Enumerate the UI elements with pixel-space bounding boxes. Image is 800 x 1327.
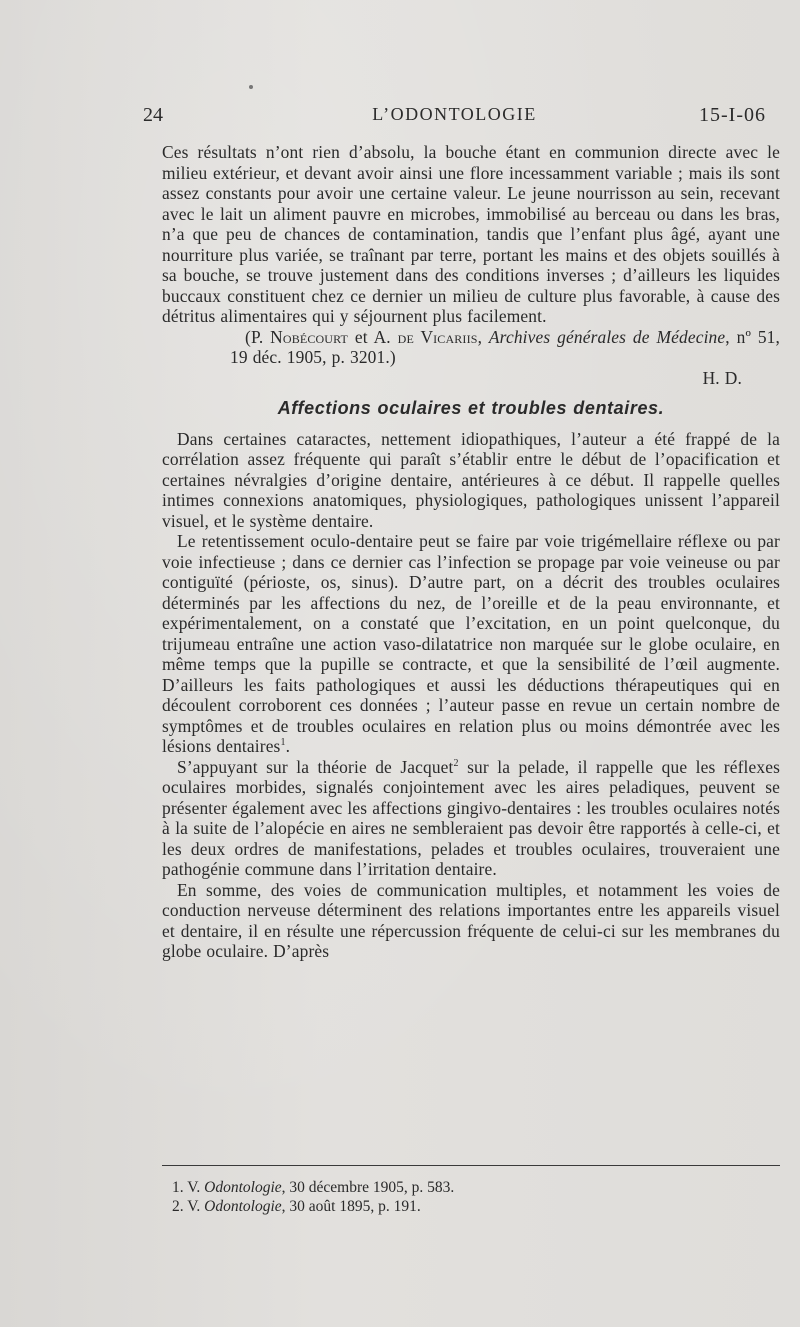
signoff: H. D. bbox=[702, 367, 742, 388]
footnotes bbox=[172, 1178, 772, 1216]
body-text bbox=[162, 142, 780, 962]
paragraph-4: S’appuyant sur la théorie de Jacquet$^2$ sur la pelade, il rappelle que les réflexes oculaires morbides, signalés conjointement avec les aires peladiques, peuvent se présenter également avec les affections gingivo-dentaires : les troubles oculaires notés à la suite de l’alopécie en aires ne sembleraient pas devoir être rapportés à celle-ci, et les deux ordres de manifestations, pelades et troubles oculaires, trouveraient une pathogénie commune dans l’irritation dentaire. bbox=[162, 756, 781, 879]
page-number: 24 bbox=[143, 104, 163, 126]
running-title: L’ODONTOLOGIE bbox=[372, 104, 537, 124]
footnote-ref-1: 1 bbox=[280, 737, 286, 749]
footnote-1: 1. V. Odontologie, 30 décembre 1905, p. 583. bbox=[172, 1179, 455, 1196]
citation: (P. Nobécourt et A. de Vicariis, Archives générales de Médecine, nº 51, 19 déc. 1905, p. 3201.) bbox=[230, 326, 781, 367]
issue-date: 15-I-06 bbox=[699, 104, 766, 126]
citation-author-1: Nobécourt bbox=[270, 326, 349, 347]
section-title: Affections oculaires et troubles dentaires. bbox=[277, 398, 665, 418]
page-header bbox=[143, 100, 766, 130]
paragraph-3: Le retentissement oculo-dentaire peut se faire par voie trigémellaire réflexe ou par voie infectieuse ; dans ce dernier cas l’infection se propage par voie veineuse ou par contiguïté (périoste, os, sinus). D’autre part, on a décrit des troubles oculaires déterminés par les affections du nez, de l’oreille et de la peau environnante, et expérimentalement, on a constaté que l’excitation, en un point quelconque, du trijumeau entraîne une action vaso-dilatatrice non marquée sur le globe oculaire, en même temps que la pupille se contracte, et que la sensibilité de l’œil augmente. D’ailleurs les faits pathologiques et aussi les déductions thérapeutiques qui en découlent corroborent ces données ; l’auteur passe en revue un certain nombre de symptômes et de troubles oculaires en relation plus ou moins démontrée avec les lésions dentaires$^1$. bbox=[162, 531, 780, 756]
footnote-divider bbox=[162, 1165, 780, 1166]
citation-journal: Archives générales de Médecine bbox=[488, 326, 726, 347]
paragraph-5: En somme, des voies de communication multiples, et notamment les voies de conduction nerveuse déterminent des relations importantes entre les appareils visuel et dentaire, il en résulte une répercussion fréquente de celui-ci sur les membranes du globe oculaire. D’après bbox=[162, 879, 780, 961]
footnote-ref-2: 2 bbox=[453, 757, 459, 769]
paragraph-2: Dans certaines cataractes, nettement idiopathiques, l’auteur a été frappé de la corrélation assez fréquente qui paraît s’établir entre le début de l’opacification et certaines névralgies d’origine dentaire, antérieures à ce début. Il rappelle quelles intimes connexions anatomiques, physiologiques, pathologiques unissent l’appareil visuel, et le système dentaire. bbox=[162, 428, 780, 531]
citation-author-2: Vicariis bbox=[413, 326, 478, 347]
footnote-2: 2. V. Odontologie, 30 août 1895, p. 191. bbox=[172, 1198, 421, 1215]
paragraph-1: Ces résultats n’ont rien d’absolu, la bouche étant en communion directe avec le milieu extérieur, et devant avoir ainsi une flore incessamment variable ; mais ils sont assez constants pour avoir une certaine valeur. Le jeune nourrisson au sein, recevant avec le lait un aliment pauvre en microbes, immobilisé au berceau ou dans les bras, n’a que peu de chances de contamination, tandis que l’enfant plus âgé, ayant une nourriture plus variée, se traînant par terre, portant les mains et des objets souillés à sa bouche, se trouve justement dans des conditions inverses ; d’ailleurs les liquides buccaux constituent chez ce dernier un milieu de culture plus favorable, à cause des détritus alimentaires qui y séjournent plus facilement. bbox=[162, 142, 780, 326]
ink-speck bbox=[249, 85, 253, 89]
